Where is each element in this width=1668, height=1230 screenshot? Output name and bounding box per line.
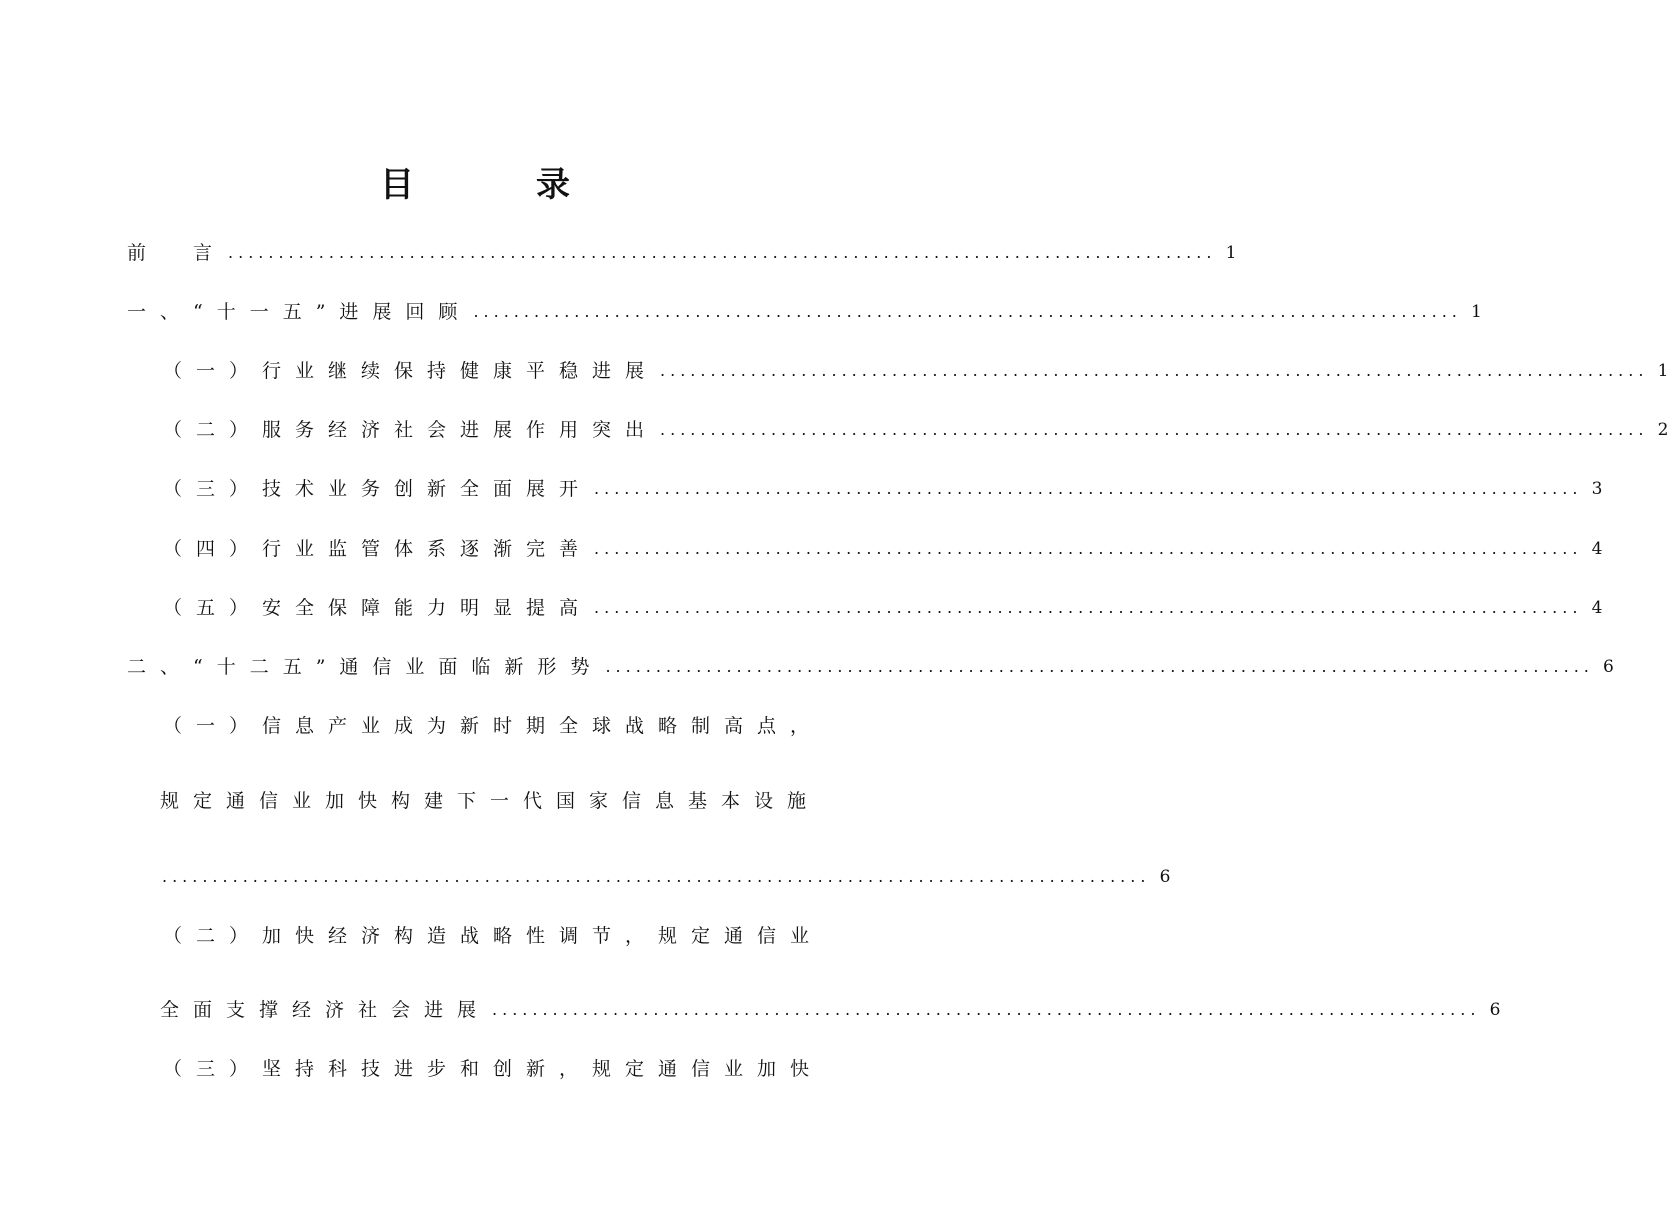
toc-entry-section-1-2[interactable] (163, 415, 1668, 445)
page-number: 4 (1591, 598, 1603, 618)
toc-label: （二）服务经济社会进展作用突出 (163, 419, 659, 441)
toc-entry-section-2[interactable] (127, 652, 1614, 682)
toc-entry-section-2-2-line2[interactable] (160, 995, 1501, 1025)
toc-label: （一）行业继续保持健康平稳进展 (163, 360, 659, 382)
toc-entry-section-1[interactable] (127, 297, 1482, 327)
toc-entry-section-1-5[interactable] (163, 593, 1603, 623)
dot-leader: .................................................................................................. (605, 657, 1594, 676)
page-number: 6 (1489, 1000, 1501, 1020)
page-number: 3 (1591, 479, 1603, 499)
page-number: 6 (1159, 867, 1171, 887)
toc-label: （三）技术业务创新全面展开 (163, 478, 593, 500)
toc-entry-section-1-1[interactable] (163, 356, 1668, 386)
page-number: 4 (1591, 539, 1603, 559)
toc-label: 二、“十二五”通信业面临新形势 (127, 656, 604, 678)
dot-leader: .................................................................................................. (594, 479, 1583, 498)
toc-label: 前 言 (127, 242, 227, 264)
page-number: 1 (1657, 361, 1668, 381)
page-number: 6 (1603, 657, 1614, 677)
page-number: 1 (1225, 243, 1237, 263)
toc-label: 全面支撑经济社会进展 (160, 999, 491, 1021)
toc-label: （四）行业监管体系逐渐完善 (163, 538, 593, 560)
toc-entry-section-1-4[interactable] (163, 534, 1603, 564)
page-title: 目 录 (380, 165, 614, 205)
dot-leader: .................................................................................................. (660, 420, 1649, 439)
dot-leader: .................................................................................................. (594, 598, 1583, 617)
dot-leader: .................................................................................................. (228, 243, 1217, 262)
toc-label: （五）安全保障能力明显提高 (163, 597, 593, 619)
dot-leader: .................................................................................................. (473, 302, 1462, 321)
page-number: 2 (1657, 420, 1668, 440)
toc-entry-section-2-1-line1[interactable]: （一）信息产业成为新时期全球战略制高点， (163, 715, 824, 737)
toc-entry-section-2-2-line1[interactable]: （二）加快经济构造战略性调节，规定通信业 (163, 925, 824, 947)
toc-entry-section-2-1-line2[interactable]: 规定通信业加快构建下一代国家信息基本设施 (160, 790, 821, 812)
page-number: 1 (1471, 302, 1482, 322)
dot-leader: .................................................................................................. (594, 539, 1583, 558)
toc-entry-preface[interactable] (127, 238, 1237, 268)
dot-leader: .................................................................................................. (660, 361, 1649, 380)
toc-entry-section-2-1-leader[interactable] (160, 862, 1171, 892)
toc-label: 一、“十一五”进展回顾 (127, 301, 472, 323)
dot-leader: .................................................................................................. (162, 867, 1151, 886)
toc-entry-section-2-3-line1[interactable]: （三）坚持科技进步和创新，规定通信业加快 (163, 1058, 824, 1080)
dot-leader: .................................................................................................. (492, 1000, 1481, 1019)
toc-entry-section-1-3[interactable] (163, 474, 1603, 504)
